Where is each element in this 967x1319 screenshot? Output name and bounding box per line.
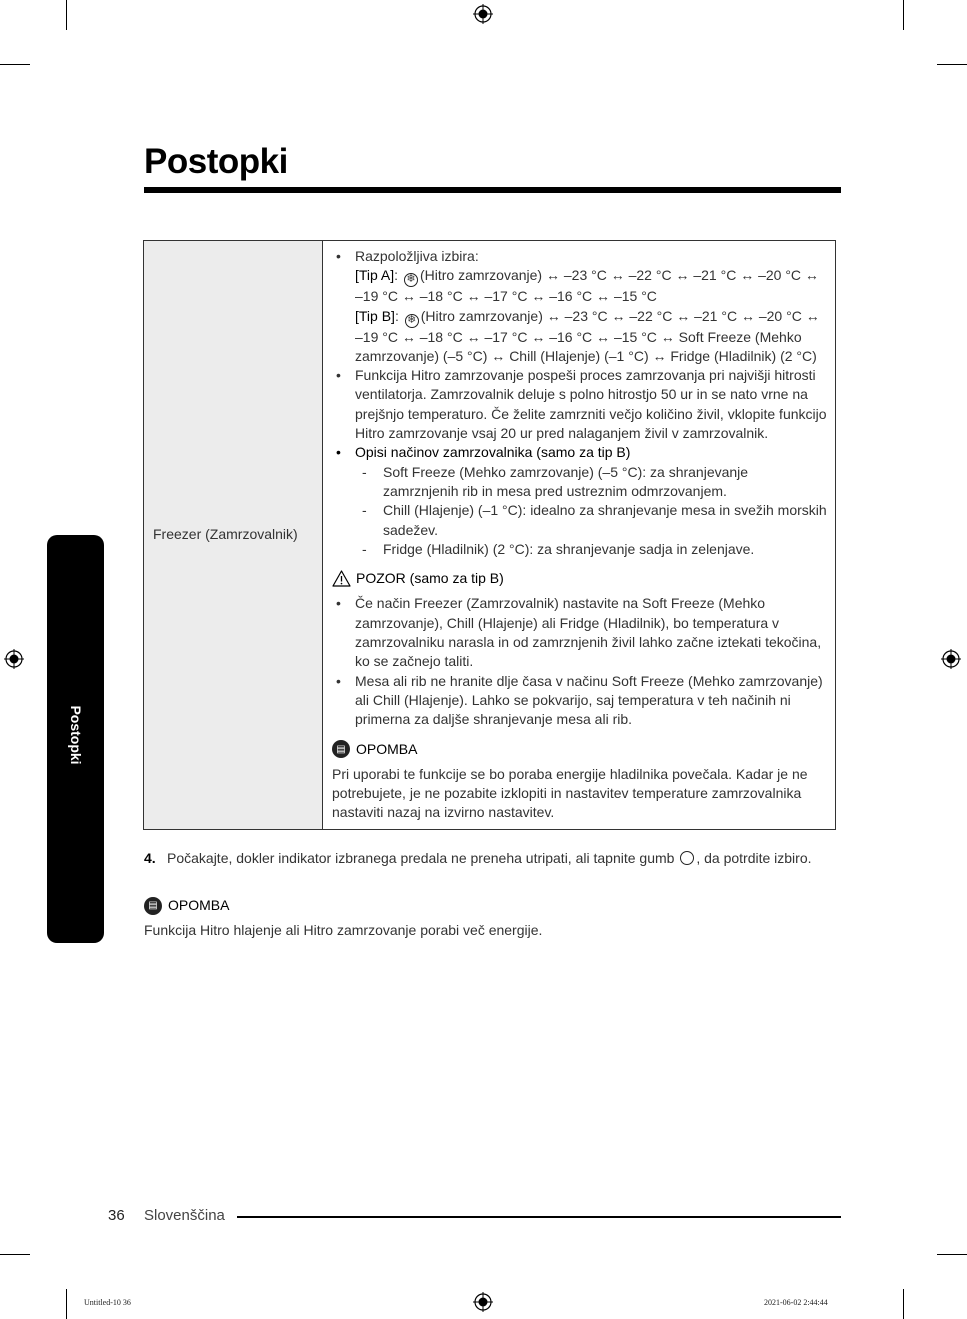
fast-freeze-icon: ❄ <box>404 273 418 287</box>
fast-freeze-icon: ❄ <box>405 314 419 328</box>
step-text <box>144 849 844 869</box>
side-tab-label: Postopki <box>67 705 84 765</box>
step-text-part: , da potrdite izbiro. <box>696 850 812 866</box>
note-heading-row <box>332 740 827 759</box>
circle-button-icon <box>680 851 694 865</box>
row-label: Freezer (Zamrzovalnik) <box>153 526 298 543</box>
note-icon: ▤ <box>144 897 162 915</box>
crop-mark <box>0 1254 30 1255</box>
list-item <box>332 443 827 559</box>
fast-freeze-description: Funkcija Hitro zamrzovanje pospeši proces zamrzovanja pri najvišji hitrosti ventilatorja. Zamrzovalnik deluje s polno hitrostjo 50 ur in se nato vrne na prejšnjo temperaturo. Če želite zamrzniti večjo količino živil, vklopite funkcijo Hitro zamrzovanje vsaj 20 ur pred nalaganjem živil v zamrzovalnik. <box>355 367 827 442</box>
tip-b-line: [Tip B]: ❄ (Hitro zamrzovanje) ↔ –23 °C ↔ –22 °C ↔ –21 °C ↔ –20 °C ↔ –19 °C ↔ –18 °C ↔ –17 °C ↔ –16 °C ↔ –15 °C ↔ Soft Freeze (Mehko zamrzovanje) (–5 °C) ↔ Chill (Hlajenje) (–1 °C) ↔ Fridge (Hladilnik) (2 °C) <box>355 307 820 364</box>
footer-language: Slovenščina <box>144 1207 225 1224</box>
tip-a-text: (Hitro zamrzovanje) ↔ –23 °C ↔ –22 °C ↔ –21 °C ↔ –20 °C ↔ –19 °C ↔ –18 °C ↔ –17 °C ↔ –16 °C ↔ –15 °C <box>355 267 819 305</box>
freezer-settings-table <box>143 240 836 830</box>
row-label-cell <box>144 241 323 830</box>
note-text: Funkcija Hitro hlajenje ali Hitro zamrzovanje porabi več energije. <box>144 921 543 938</box>
caution-list <box>332 594 827 729</box>
mode-item: - Chill (Hlajenje) (–1 °C): idealno za shranjevanje mesa in svežih morskih sadežev. <box>355 501 827 540</box>
note-heading: OPOMBA <box>168 897 230 913</box>
row-content-cell <box>323 241 836 830</box>
table-row <box>144 241 836 830</box>
note-heading-row <box>144 896 542 916</box>
side-tab <box>47 535 104 943</box>
tip-b-text: (Hitro zamrzovanje) ↔ –23 °C ↔ –22 °C ↔ –21 °C ↔ –20 °C ↔ –19 °C ↔ –18 °C ↔ –17 °C ↔ –16 °C ↔ –15 °C ↔ Soft Freeze (Mehko zamrzovanje) (–5 °C) ↔ Chill (Hlajenje) (–1 °C) ↔ Fridge (Hladilnik) (2 °C) <box>355 307 820 364</box>
registration-mark-icon <box>4 649 24 669</box>
crop-mark <box>0 64 30 65</box>
step-4 <box>144 849 844 869</box>
tip-b-label: [Tip B] <box>355 307 395 324</box>
crop-mark <box>903 0 904 30</box>
modes-heading: Opisi načinov zamrzovalnika (samo za tip B) <box>355 444 631 461</box>
caution-item: • Če način Freezer (Zamrzovalnik) nastavite na Soft Freeze (Mehko zamrzovanje), Chill (Hlajenje) ali Fridge (Hladilnik), bo temperatura v zamrzovalniku narasla in od zamrznjenih živil lahko začne iztekati tekočina, ko se začnejo taliti. <box>332 594 827 671</box>
mode-item: - Fridge (Hladilnik) (2 °C): za shranjevanje sadja in zelenjave. <box>355 540 827 559</box>
note-heading: OPOMBA <box>356 740 418 757</box>
caution-heading-row <box>332 569 827 588</box>
modes-list <box>355 463 827 559</box>
note-text: Pri uporabi te funkcije se bo poraba energije hladilnika povečala. Kadar je ne potrebujete, je ne pozabite izklopiti in nastavitev temperature zamrzovalnika nastaviti nazaj na izvirno nastavitev. <box>332 765 808 821</box>
title-rule <box>144 187 841 193</box>
options-list <box>332 247 827 559</box>
tip-a-label: [Tip A] <box>355 267 395 284</box>
options-intro: • Razpoložljiva izbira: <box>355 248 479 264</box>
tip-a-line: [Tip A]: ❄ (Hitro zamrzovanje) ↔ –23 °C ↔ –22 °C ↔ –21 °C ↔ –20 °C ↔ –19 °C ↔ –18 °C ↔ –17 °C ↔ –16 °C ↔ –15 °C <box>355 267 819 305</box>
print-file-info: Untitled-10 36 <box>84 1298 131 1307</box>
energy-note <box>144 896 542 940</box>
registration-mark-icon <box>473 4 493 24</box>
caution-heading: POZOR (samo za tip B) <box>356 570 504 587</box>
list-item <box>332 247 827 366</box>
page-title: Postopki <box>144 142 288 181</box>
crop-mark <box>66 1289 67 1319</box>
warning-triangle-icon <box>332 570 351 587</box>
footer-rule <box>237 1216 841 1218</box>
list-item <box>332 366 827 443</box>
print-timestamp: 2021-06-02 2:44:44 <box>764 1298 828 1307</box>
registration-mark-icon <box>941 649 961 669</box>
crop-mark <box>903 1289 904 1319</box>
caution-item: • Mesa ali rib ne hranite dlje časa v načinu Soft Freeze (Mehko zamrzovanje) ali Chill (Hlajenje). Lahko se pokvarijo, saj temperatura v teh načinih ni primerna za daljše shranjevanje mesa ali rib. <box>332 672 827 730</box>
crop-mark <box>937 1254 967 1255</box>
crop-mark <box>937 64 967 65</box>
registration-mark-icon <box>473 1292 493 1312</box>
step-number: 4. <box>144 850 156 866</box>
page-number: 36 <box>108 1207 125 1224</box>
mode-item: - Soft Freeze (Mehko zamrzovanje) (–5 °C): za shranjevanje zamrznjenih rib in mesa pred ustreznim odmrzovanjem. <box>355 463 827 502</box>
note-icon: ▤ <box>332 740 350 758</box>
step-text-part: Počakajte, dokler indikator izbranega predala ne preneha utripati, ali tapnite gumb <box>167 850 675 866</box>
crop-mark <box>66 0 67 30</box>
